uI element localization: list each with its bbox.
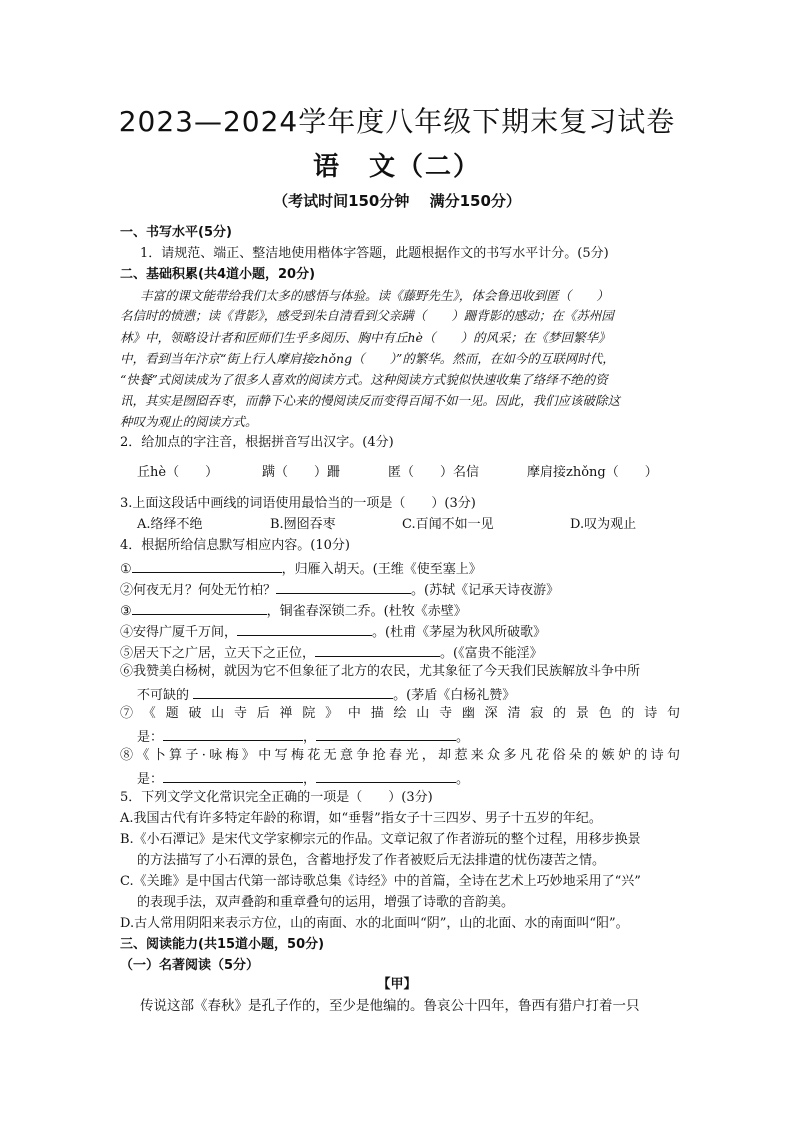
q4-item-prefix: ⑤居天下之广居，立天下之正位， <box>120 646 316 661</box>
q4-item-source: 。(茅盾《白杨礼赞》 <box>393 688 516 703</box>
answer-blank[interactable] <box>163 726 303 741</box>
q4-item-3 <box>120 600 680 621</box>
passage-line: 林》中，领略设计者和匠师们生乎多阅历、胸中有丘hè（ ）的风采；在《梦回繁华》 <box>120 330 611 345</box>
q4-item-prefix: ③ <box>120 604 132 619</box>
answer-blank[interactable] <box>163 768 303 783</box>
passage-line: 名信时的愤懑；读《背影》，感受到朱自清看到父亲蹒（ ）跚背影的感动；在《苏州园 <box>120 308 614 323</box>
q4-item-5 <box>120 642 680 663</box>
q4-item-source: 。(《富贵不能淫》 <box>440 646 543 661</box>
answer-blank[interactable] <box>132 600 267 615</box>
passage-line: 讯，其实是囫囵吞枣，而静下心来的慢阅读反而变得百闻不如一见。因此，我们应该破除这 <box>120 393 621 408</box>
q4-item-7-line2: 是： ， 。 <box>137 726 697 747</box>
subsection-heading: （一）名著阅读（5分） <box>120 958 260 973</box>
q2-part: 匿（ ）名信 <box>388 465 480 480</box>
q5-option-b-cont: 的方法描写了小石潭的景色，含蓄地抒发了作者被贬后无法排遣的忧伤凄苦之情。 <box>137 853 606 868</box>
reading-passage: 传说这部《春秋》是孔子作的，至少是他编的。鲁哀公十四年，鲁西有猎户打着一只 <box>140 998 640 1014</box>
q4-item-6-line1: ⑥我赞美白杨树，就因为它不但象征了北方的农民，尤其象征了今天我们民族解放斗争中所 <box>120 664 641 679</box>
q4-item-2 <box>120 579 680 600</box>
q4-item-7-line1: ⑦《题破山寺后禅院》中描绘山寺幽深清寂的景色的诗句 <box>120 706 680 721</box>
question-3-options <box>0 516 794 536</box>
q4-item-prefix: 不可缺的 <box>137 688 190 703</box>
answer-blank[interactable] <box>193 684 393 699</box>
q4-item-prefix: ① <box>120 562 132 577</box>
answer-blank[interactable] <box>316 726 456 741</box>
section-2-heading: 二、基础积累(共4道小题，20分) <box>120 267 316 282</box>
section-3-heading: 三、阅读能力(共15道小题，50分) <box>120 937 325 952</box>
q4-item-4 <box>120 621 680 642</box>
q4-item-source: 。(杜甫《茅屋为秋风所破歌》 <box>372 625 547 640</box>
q3-option-c: C.百闻不如一见 <box>402 517 494 532</box>
answer-blank[interactable] <box>237 621 372 636</box>
passage-line: 种叹为观止的阅读方式。 <box>120 414 258 429</box>
q4-item-source: ，铜雀春深锁二乔。(杜牧《赤壁》 <box>266 604 467 619</box>
passage-line: “快餐”式阅读成为了很多人喜欢的阅读方式。这种阅读方式貌似快速收集了络绎不绝的资 <box>120 372 608 387</box>
q4-item-8-line1: ⑧《卜算子·咏梅》中写梅花无意争抢春光，却惹来众多凡花俗朵的嫉妒的诗句 <box>120 748 680 763</box>
q4-item-6-line2 <box>137 684 697 705</box>
passage-label: 【甲】 <box>377 977 417 992</box>
question-2: 2．给加点的字注音，根据拼音写出汉字。(4分) <box>120 435 394 450</box>
q4-item-prefix: 是： <box>137 730 164 745</box>
answer-blank[interactable] <box>276 579 411 594</box>
question-5: 5．下列文学文化常识完全正确的一项是（ ）(3分) <box>120 790 433 805</box>
q5-option-c-cont: 的表现手法，双声叠韵和重章叠句的运用，增强了诗歌的音韵美。 <box>137 895 515 910</box>
q3-option-b: B.囫囵吞枣 <box>270 517 336 532</box>
q5-option-a: A.我国古代有许多特定年龄的称谓，如“垂髫”指女子十三四岁、男子十五岁的年纪。 <box>120 811 602 826</box>
answer-blank[interactable] <box>132 558 282 573</box>
answer-blank[interactable] <box>316 768 456 783</box>
page-title: 2023—2024学年度八年级下期末复习试卷 <box>118 105 676 138</box>
passage-line: 中，看到当年汴京“街上行人摩肩接zhǒng（ ）”的繁华。然而，在如今的互联网时代， <box>120 351 615 366</box>
question-1: 1．请规范、端正、整洁地使用楷体字答题，此题根据作文的书写水平计分。(5分) <box>140 246 609 261</box>
question-4: 4．根据所给信息默写相应内容。(10分) <box>120 538 350 553</box>
answer-blank[interactable] <box>315 642 440 657</box>
q5-option-b: B.《小石潭记》是宋代文学家柳宗元的作品。文章记叙了作者游玩的整个过程，用移步换景 <box>120 832 641 847</box>
q4-item-source: 。(苏轼《记承天诗夜游》 <box>411 583 560 598</box>
q2-part: 蹒（ ）跚 <box>262 465 341 480</box>
passage-line: 丰富的课文能带给我们太多的感悟与体验。读《藤野先生》，体会鲁迅收到匿（ ） <box>140 288 609 303</box>
q5-option-d: D.古人常用阴阳来表示方位，山的南面、水的北面叫“阴”，山的北面、水的南面叫“阳”。 <box>120 916 629 931</box>
question-2-parts <box>0 464 794 484</box>
q4-item-1 <box>120 558 680 579</box>
q4-item-prefix: ②何夜无月？何处无竹柏？ <box>120 583 277 598</box>
q4-item-source: ，归雁入胡天。(王维《使至塞上》 <box>281 562 482 577</box>
subject-title: 语 文（二） <box>312 152 481 182</box>
q2-part: 丘hè（ ） <box>137 465 219 480</box>
q3-option-a: A.络绎不绝 <box>137 517 203 532</box>
q5-option-c: C.《关雎》是中国古代第一部诗歌总集《诗经》中的首篇，全诗在艺术上巧妙地采用了“兴” <box>120 874 641 889</box>
question-3: 3.上面这段话中画线的词语使用最恰当的一项是（ ）(3分) <box>120 496 476 511</box>
exam-info: （考试时间150分钟 满分150分） <box>273 192 521 210</box>
q4-item-prefix: ④安得广厦千万间， <box>120 625 238 640</box>
q3-option-d: D.叹为观止 <box>570 517 637 532</box>
q2-part: 摩肩接zhǒng（ ） <box>527 465 658 480</box>
q4-item-prefix: 是： <box>137 772 164 787</box>
section-1-heading: 一、书写水平(5分) <box>120 225 232 240</box>
q4-item-8-line2: 是： ， 。 <box>137 768 697 789</box>
